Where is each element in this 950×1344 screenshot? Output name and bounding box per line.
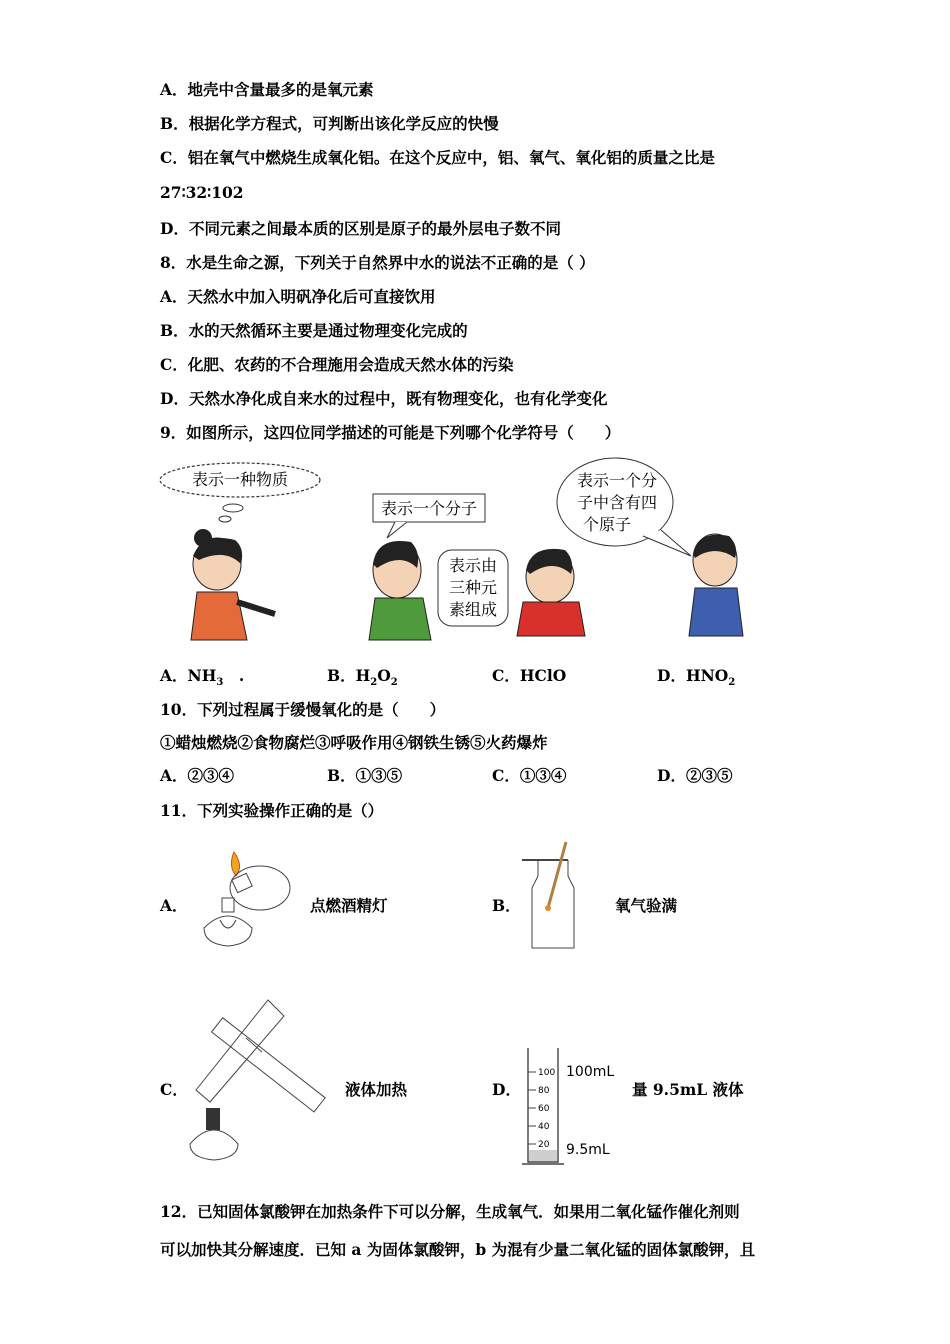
q11-option-d-caption: 量 9.5mL 液体 xyxy=(632,1080,744,1099)
bubble3-line2: 三种元 xyxy=(448,578,498,597)
cyl-top-label: 100mL xyxy=(566,1064,615,1080)
oxygen-bottle-figure xyxy=(518,840,588,950)
q11-option-c-caption: 液体加热 xyxy=(345,1080,408,1099)
bubble3-line1: 表示由 xyxy=(448,556,498,575)
student-boy-red xyxy=(517,549,585,636)
q11-option-b-label: B． xyxy=(492,896,521,915)
q8-option-d: D．天然水净化成自来水的过程中，既有物理变化，也有化学变化 xyxy=(160,389,608,408)
speech-bubble-3 xyxy=(438,550,508,626)
q10-items: ①蜡烛燃烧②食物腐烂③呼吸作用④钢铁生锈⑤火药爆炸 xyxy=(160,733,548,752)
bubble2-text: 表示一个分子 xyxy=(380,499,478,518)
q12-line2: 可以加快其分解速度．已知 a 为固体氯酸钾，b 为混有少量二氧化锰的固体氯酸钾，且 xyxy=(160,1240,756,1259)
q7-option-c-line1: C．铝在氧气中燃烧生成氧化铝。在这个反应中，铝、氧气、氧化铝的质量之比是 xyxy=(160,148,715,167)
bubble4-line2: 子中含有四 xyxy=(576,493,658,512)
q11-stem: 11．下列实验操作正确的是（） xyxy=(160,801,384,820)
q7-option-a: A．地壳中含量最多的是氧元素 xyxy=(160,80,374,99)
bubble3-line3: 素组成 xyxy=(448,600,498,619)
q12-line1: 12．已知固体氯酸钾在加热条件下可以分解，生成氧气．如果用二氧化锰作催化剂则 xyxy=(160,1202,740,1221)
q9-students-figure xyxy=(155,452,755,647)
q11-option-d-label: D． xyxy=(492,1080,521,1099)
q8-option-b: B．水的天然循环主要是通过物理变化完成的 xyxy=(160,321,468,340)
student-boy-green xyxy=(369,541,431,640)
q9-option-d: D．$HNO_2$ xyxy=(657,666,736,689)
cyl-tick-40: 40 xyxy=(538,1122,550,1132)
q11-option-b-caption: 氧气验满 xyxy=(615,896,678,915)
liquid-heating-figure xyxy=(186,998,346,1162)
thought-bubble-1 xyxy=(160,463,320,522)
q11-option-a-label: A． xyxy=(160,896,188,915)
q8-option-c: C．化肥、农药的不合理施用会造成天然水体的污染 xyxy=(160,355,514,374)
q9-option-b: B．$H_2O_2$ xyxy=(327,666,398,689)
cyl-tick-60: 60 xyxy=(538,1104,550,1114)
q11-option-a-caption: 点燃酒精灯 xyxy=(310,896,388,915)
q10-option-b: B．①③⑤ xyxy=(327,766,403,785)
cyl-tick-100: 100 xyxy=(538,1068,556,1078)
q9-option-c: C．HClO xyxy=(492,666,567,685)
q7-option-c-line2: 27∶32∶102 xyxy=(160,183,244,202)
q10-option-c: C．①③④ xyxy=(492,766,567,785)
q7-option-b: B．根据化学方程式，可判断出该化学反应的快慢 xyxy=(160,114,499,133)
cyl-tick-20: 20 xyxy=(538,1140,550,1150)
speech-bubble-2 xyxy=(373,494,485,538)
student-boy-blue xyxy=(689,534,743,636)
q7-option-d: D．不同元素之间最本质的区别是原子的最外层电子数不同 xyxy=(160,219,561,238)
speech-bubble-4 xyxy=(557,458,691,556)
q8-stem: 8．水是生命之源，下列关于自然界中水的说法不正确的是（ ） xyxy=(160,253,595,272)
alcohol-lamp-lighting-figure xyxy=(198,848,298,950)
q10-stem: 10．下列过程属于缓慢氧化的是（ ） xyxy=(160,700,446,719)
cyl-tick-80: 80 xyxy=(538,1086,550,1096)
graduated-cylinder-figure xyxy=(518,1044,618,1168)
bubble1-text: 表示一种物质 xyxy=(191,470,289,489)
bubble4-line1: 表示一个分 xyxy=(576,471,658,490)
q10-option-a: A．②③④ xyxy=(160,766,235,785)
cyl-bottom-label: 9.5mL xyxy=(566,1142,610,1158)
q8-option-a: A．天然水中加入明矾净化后可直接饮用 xyxy=(160,287,436,306)
q11-option-c-label: C． xyxy=(160,1080,188,1099)
q9-option-a: A．$NH_3$ . xyxy=(160,666,245,689)
bubble4-line3: 个原子 xyxy=(582,515,632,534)
student-girl xyxy=(191,529,275,640)
q10-option-d: D．②③⑤ xyxy=(657,766,733,785)
q9-stem: 9．如图所示，这四位同学描述的可能是下列哪个化学符号（ ） xyxy=(160,423,621,442)
